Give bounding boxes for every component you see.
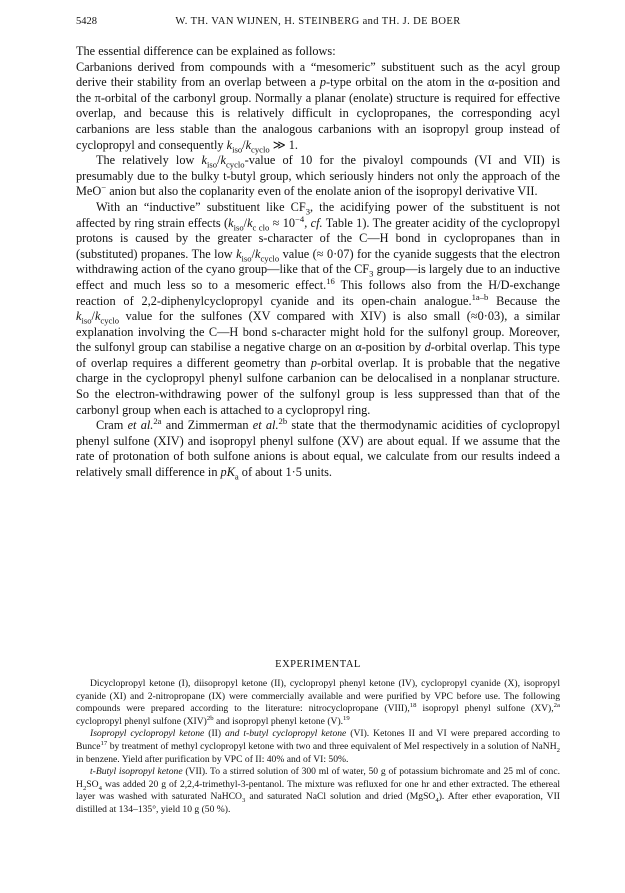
page-number: 5428 bbox=[76, 16, 97, 27]
intro-line: The essential difference can be explained as follows: bbox=[76, 44, 336, 58]
paragraph-pivaloyl: The relatively low $k_{iso}/k_{cyclo}$-value of 10 for the pivaloyl compounds (VI and VII) is presumably due to the bulky t-butyl group, which seriously hinders not only the approach of the MeO− anion but also the coplanarity even of the enolate anion of the isopropyl derivative VII. bbox=[76, 153, 560, 199]
paragraph-mesomeric: Carbanions derived from compounds with a “mesomeric” substituent such as the acyl group derive their stability from an overlap between a p-type orbital on the atom in the α-position and the π-orbital of the carbonyl group. Normally a planar (enolate) structure is required for effective overlap, and because this is relatively difficult in cyclopropanes, the corresponding acyl carbanions are less stable than the analogous carbanions with an isopropyl group instead of cyclopropyl and consequently $k_{iso}/k_{cyclo}$ ≫ 1. bbox=[76, 59, 560, 155]
experimental-ketone-VII: t-Butyl isopropyl ketone (VII). To a stirred solution of 300 ml of water, 50 g of potassium bichromate and 25 ml of conc. $H_2SO_4$ was added 20 g of 2,2,4-trimethyl-3-pentanol. The mixture was refluxed for one hr and ether extracted. The ethereal layer was washed with saturated NaHCO$_3$ and saturated NaCl solution and dried (MgSO$_4$). After ether evaporation, VII distilled at 134–135°, yield 10 g (50 %). bbox=[76, 766, 560, 815]
experimental-materials: Dicyclopropyl ketone (I), diisopropyl ketone (II), cyclopropyl phenyl ketone (IV), cyclopropyl cyanide (X), isopropyl cyanide (XI) and 2-nitropropane (IX) were commercially available and were purified by VPC before use. The following compounds were prepared according to the literature: nitrocyclopropane (VIII),$^{18}$ isopropyl phenyl sulfone (XV),$^{2a}$ cyclopropyl phenyl sulfone (XIV)$^{2b}$ and isopropyl phenyl ketone (V).$^{19}$ bbox=[76, 678, 560, 727]
experimental-section bbox=[76, 678, 560, 817]
paragraph-inductive: With an “inductive” substituent like $CF_3$, the acidifying power of the substituent is not affected by ring strain effects ($k_{iso}/k_{c clo} \approx 10^{-4}$, cf. Table 1). The greater acidity of the cyclopropyl protons is caused by the greater s-character of the C—H bond in cyclopropanes than in (substituted) propanes. The low $k_{iso}/k_{cyclo}$ value (≈ 0·07) for the cyanide suggests that the electron withdrawing action of the cyano group—like that of the $CF_3$ group—is largely due to an inductive effect and much less so to a mesomeric effect.$^{16}$ This follows also from the H/D-exchange reaction of 2,2-diphenylcyclopropyl cyanide and its open-chain analogue.$^{1a-b}$ Because the $k_{iso}/k_{cyclo}$ value for the sulfones (XV compared with XIV) is also small (≈0·03), a similar explanation involving the C—H bond s-character might hold for the sulfonyl group. Moreover, the sulfonyl group can stabilise a negative charge on an α-position by d-orbital overlap. This type of overlap requires a different geometry than p-orbital overlap. It is probable that the negative charge in the cyclopropyl phenyl sulfone carbanion can be delocalised in a nonplanar structure. So the electron-withdrawing power of the sulfonyl group is less suppressed than that of the carbonyl group when each is attached to a cyclopropyl ring. bbox=[76, 199, 561, 417]
paragraph-cram: Cram et al.$^{2a}$ and Zimmerman et al.$^{2b}$ state that the thermodynamic acidities of cyclopropyl phenyl sulfone (XIV) and isopropyl phenyl sulfone (XV) are about equal. If we assume that the rate of protonation of both sulfone anions is about equal, we calculate from our results indeed a relatively small difference in $pK_a$ of about 1·5 units. bbox=[76, 416, 560, 482]
running-header bbox=[76, 16, 560, 32]
experimental-ketones-II-VI: Isopropyl cyclopropyl ketone (II) and t-butyl cyclopropyl ketone (VI). Ketones II and VI were prepared according to Bunce$^{17}$ by treatment of methyl cyclopropyl ketone with two and three equivalent of MeI respectively in a solution of NaNH$_2$ in benzene. Yield after purification by VPC of II: 40% and of VI: 50%. bbox=[76, 728, 560, 765]
running-head-authors: W. TH. VAN WIJNEN, H. STEINBERG and TH. J. DE BOER bbox=[175, 16, 461, 27]
experimental-heading: EXPERIMENTAL bbox=[275, 659, 361, 670]
main-text bbox=[76, 44, 560, 481]
